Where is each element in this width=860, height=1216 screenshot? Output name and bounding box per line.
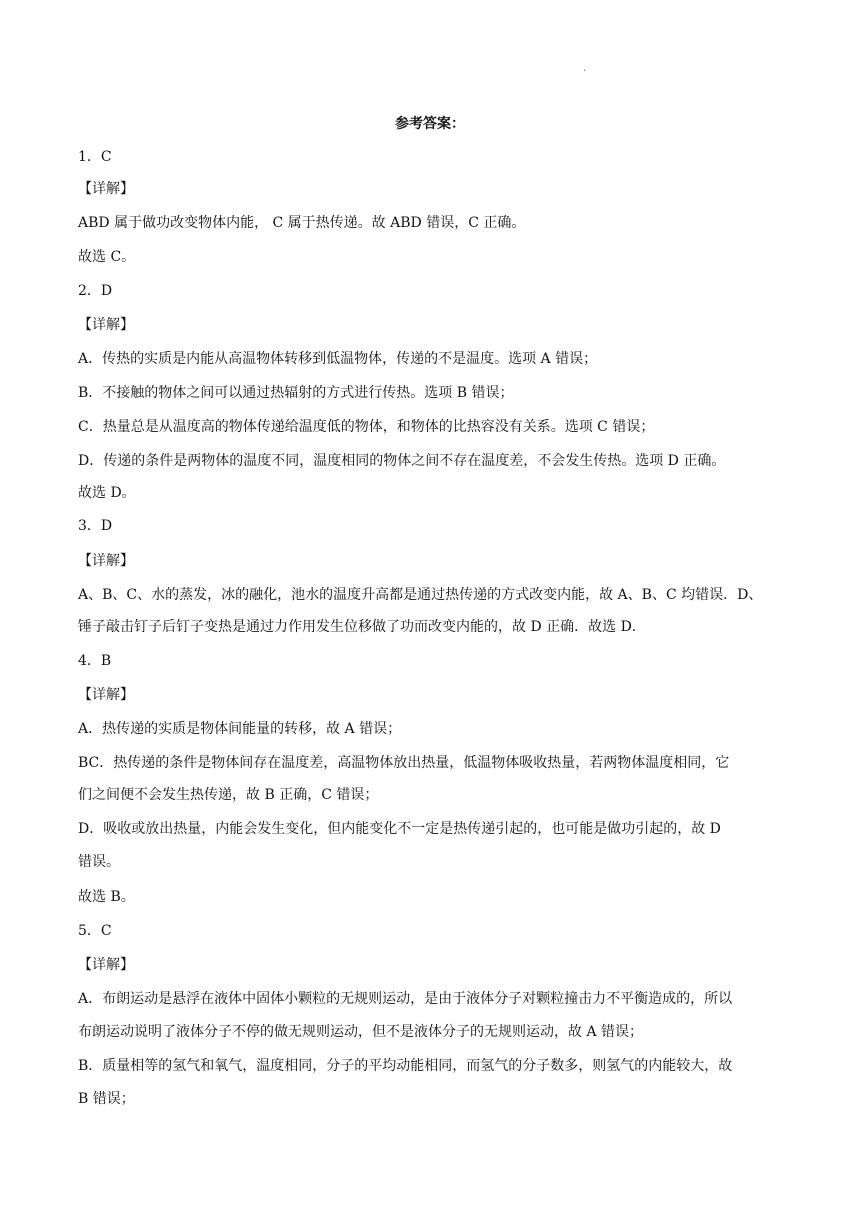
answer-line: 们之间便不会发生热传递，故 B 正确，C 错误； [78,787,379,803]
answer-line: A、B、C、水的蒸发，冰的融化，池水的温度升高都是通过热传递的方式改变内能，故 A、B、C 均错误．D、 [78,587,763,603]
answer-line: 4．B [78,653,112,669]
answer-line: 故选 D。 [78,485,136,501]
answer-line: B．不接触的物体之间可以通过热辐射的方式进行传热。选项 B 错误； [78,385,514,401]
answer-line: B．质量相等的氢气和氧气，温度相同，分子的平均动能相同，而氢气的分子数多，则氢气的内能较大，故 [78,1058,733,1074]
answer-line: 故选 B。 [78,889,135,905]
answer-line: C．热量总是从温度高的物体传递给温度低的物体，和物体的比热容没有关系。选项 C 错误； [78,419,655,435]
answer-line: ABD 属于做功改变物体内能， C 属于热传递。故 ABD 错误，C 正确。 [78,215,526,231]
answer-line: B 错误； [78,1091,135,1107]
answer-line: 2．D [78,283,113,299]
answer-line: A．布朗运动是悬浮在液体中固体小颗粒的无规则运动，是由于液体分子对颗粒撞击力不平衡造成的，所以 [78,991,733,1007]
answer-line: 布朗运动说明了液体分子不停的做无规则运动，但不是液体分子的无规则运动，故 A 错误； [78,1024,644,1040]
answer-line: 故选 C。 [78,249,136,265]
answer-line: A．传热的实质是内能从高温物体转移到低温物体，传递的不是温度。选项 A 错误； [78,351,598,367]
answer-line: BC．热传递的条件是物体间存在温度差，高温物体放出热量，低温物体吸收热量，若两物体温度相同，它 [78,755,730,771]
header-mark: · [583,66,587,77]
answer-line: 【详解】 [78,553,134,569]
answer-line: 【详解】 [78,687,134,703]
answer-line: 【详解】 [78,181,134,197]
answer-line: 3．D [78,518,113,534]
answer-line: D．吸收或放出热量，内能会发生变化，但内能变化不一定是热传递引起的，也可能是做功引起的，故 D [78,821,721,837]
answer-line: 1．C [78,149,112,165]
answer-line: D．传递的条件是两物体的温度不同，温度相同的物体之间不存在温度差，不会发生传热。选项 D 正确。 [78,453,726,469]
answer-line: 5．C [78,923,112,939]
page-title: 参考答案： [395,116,465,132]
answer-line: 【详解】 [78,317,134,333]
answer-line: 【详解】 [78,957,134,973]
answer-line: 锤子敲击钉子后钉子变热是通过力作用发生位移做了功而改变内能的，故 D 正确．故选 D． [78,619,646,635]
answer-line: A．热传递的实质是物体间能量的转移，故 A 错误； [78,721,402,737]
answer-line: 错误。 [78,854,120,870]
